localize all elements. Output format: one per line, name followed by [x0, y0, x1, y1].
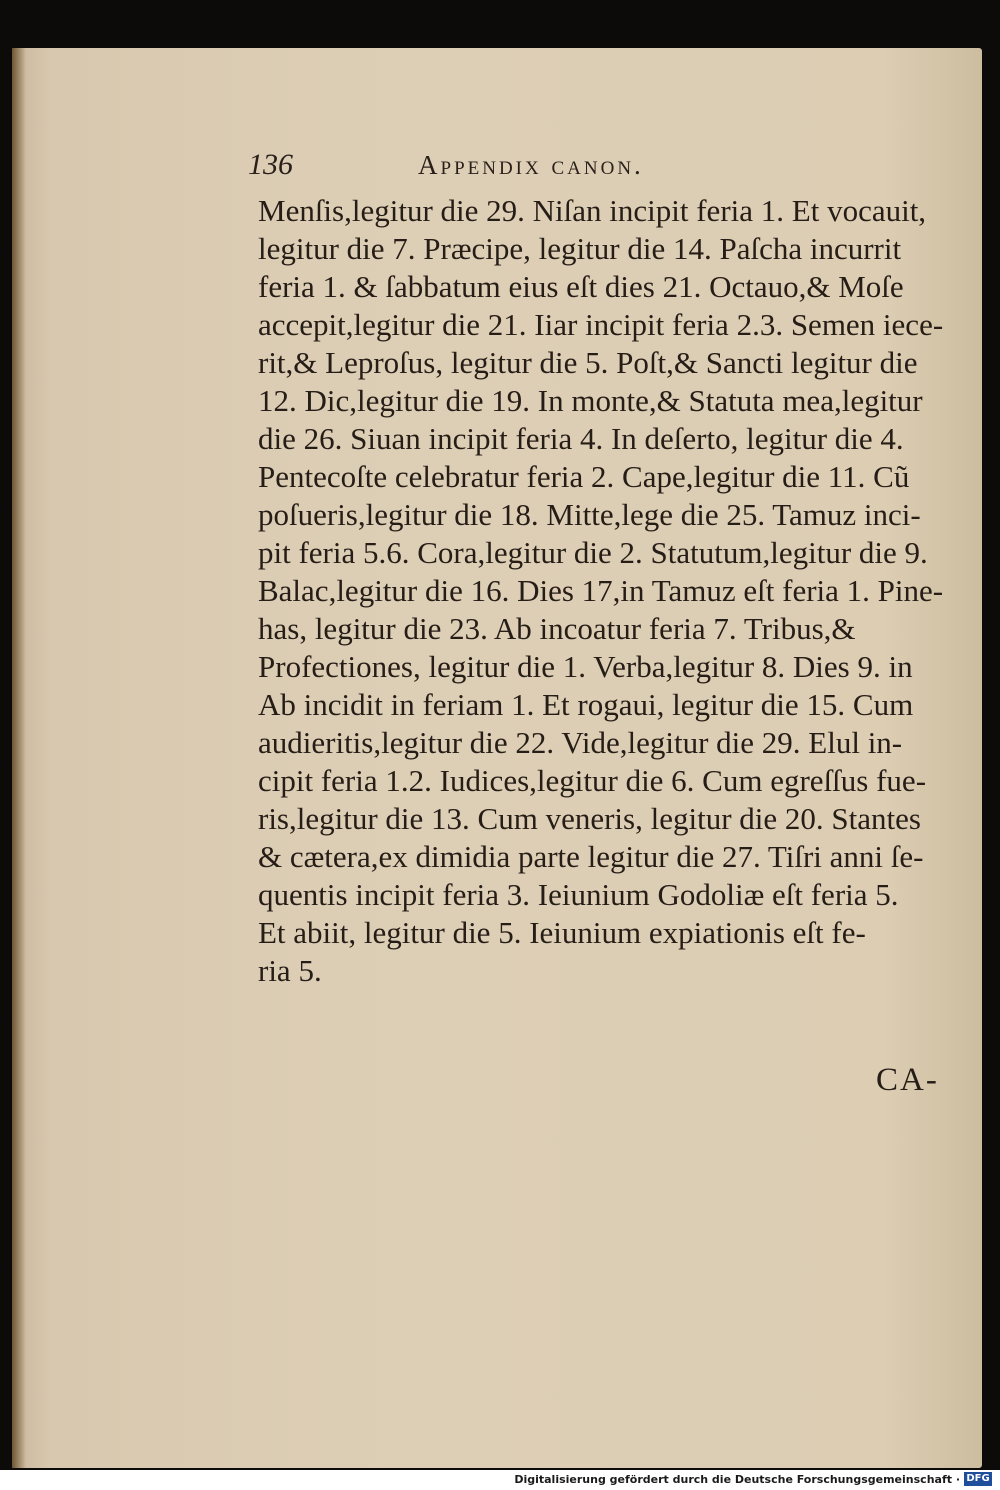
text-line: legitur die 7. Præcipe, legitur die 14. Paſcha incurrit: [258, 231, 902, 266]
dfg-logo: DFG: [964, 1472, 992, 1486]
text-line: feria 1. & ſabbatum eius eſt dies 21. Octauo,& Moſe: [258, 269, 904, 304]
text-line: & cætera,ex dimidia parte legitur die 27. Tiſri anni ſe-: [258, 839, 924, 874]
text-line: quentis incipit feria 3. Ieiunium Godoliæ eſt feria 5.: [258, 877, 899, 912]
text-line: rit,& Leproſus, legitur die 5. Poſt,& Sancti legitur die: [258, 345, 918, 380]
text-line: audieritis,legitur die 22. Vide,legitur die 29. Elul in-: [258, 725, 903, 760]
footer-bar: [0, 1470, 1000, 1490]
funding-note: Digitalisierung gefördert durch die Deutsche Forschungsgemeinschaft ·: [514, 1473, 960, 1486]
text-line: Balac,legitur die 16. Dies 17,in Tamuz eſt feria 1. Pine-: [258, 573, 944, 608]
page-header: [248, 148, 938, 188]
text-line: has, legitur die 23. Ab incoatur feria 7. Tribus,&: [258, 611, 856, 646]
text-line: Et abiit, legitur die 5. Ieiunium expiationis eſt fe-: [258, 915, 866, 950]
text-line: Pentecoſte celebratur feria 2. Cape,legitur die 11. Cũ: [258, 459, 910, 494]
text-line: cipit feria 1.2. Iudices,legitur die 6. Cum egreſſus fue-: [258, 763, 927, 798]
text-line: ria 5.: [258, 953, 322, 988]
text-line: poſueris,legitur die 18. Mitte,lege die 25. Tamuz inci-: [258, 497, 921, 532]
text-line: Menſis,legitur die 29. Niſan incipit feria 1. Et vocauit,: [258, 193, 927, 228]
catchword: CA-: [876, 1062, 939, 1098]
text-line: Ab incidit in feriam 1. Et rogaui, legitur die 15. Cum: [258, 687, 914, 722]
text-line: 12. Dic,legitur die 19. In monte,& Statuta mea,legitur: [258, 383, 923, 418]
text-line: Profectiones, legitur die 1. Verba,legitur 8. Dies 9. in: [258, 649, 913, 684]
running-head: Appendix canon.: [418, 150, 644, 180]
text-line: accepit,legitur die 21. Iiar incipit feria 2.3. Semen iece-: [258, 307, 944, 342]
text-line: pit feria 5.6. Cora,legitur die 2. Statutum,legitur die 9.: [258, 535, 928, 570]
text-line: ris,legitur die 13. Cum veneris, legitur die 20. Stantes: [258, 801, 921, 836]
page-number: 136: [248, 148, 293, 181]
text-line: die 26. Siuan incipit feria 4. In deſerto, legitur die 4.: [258, 421, 904, 456]
